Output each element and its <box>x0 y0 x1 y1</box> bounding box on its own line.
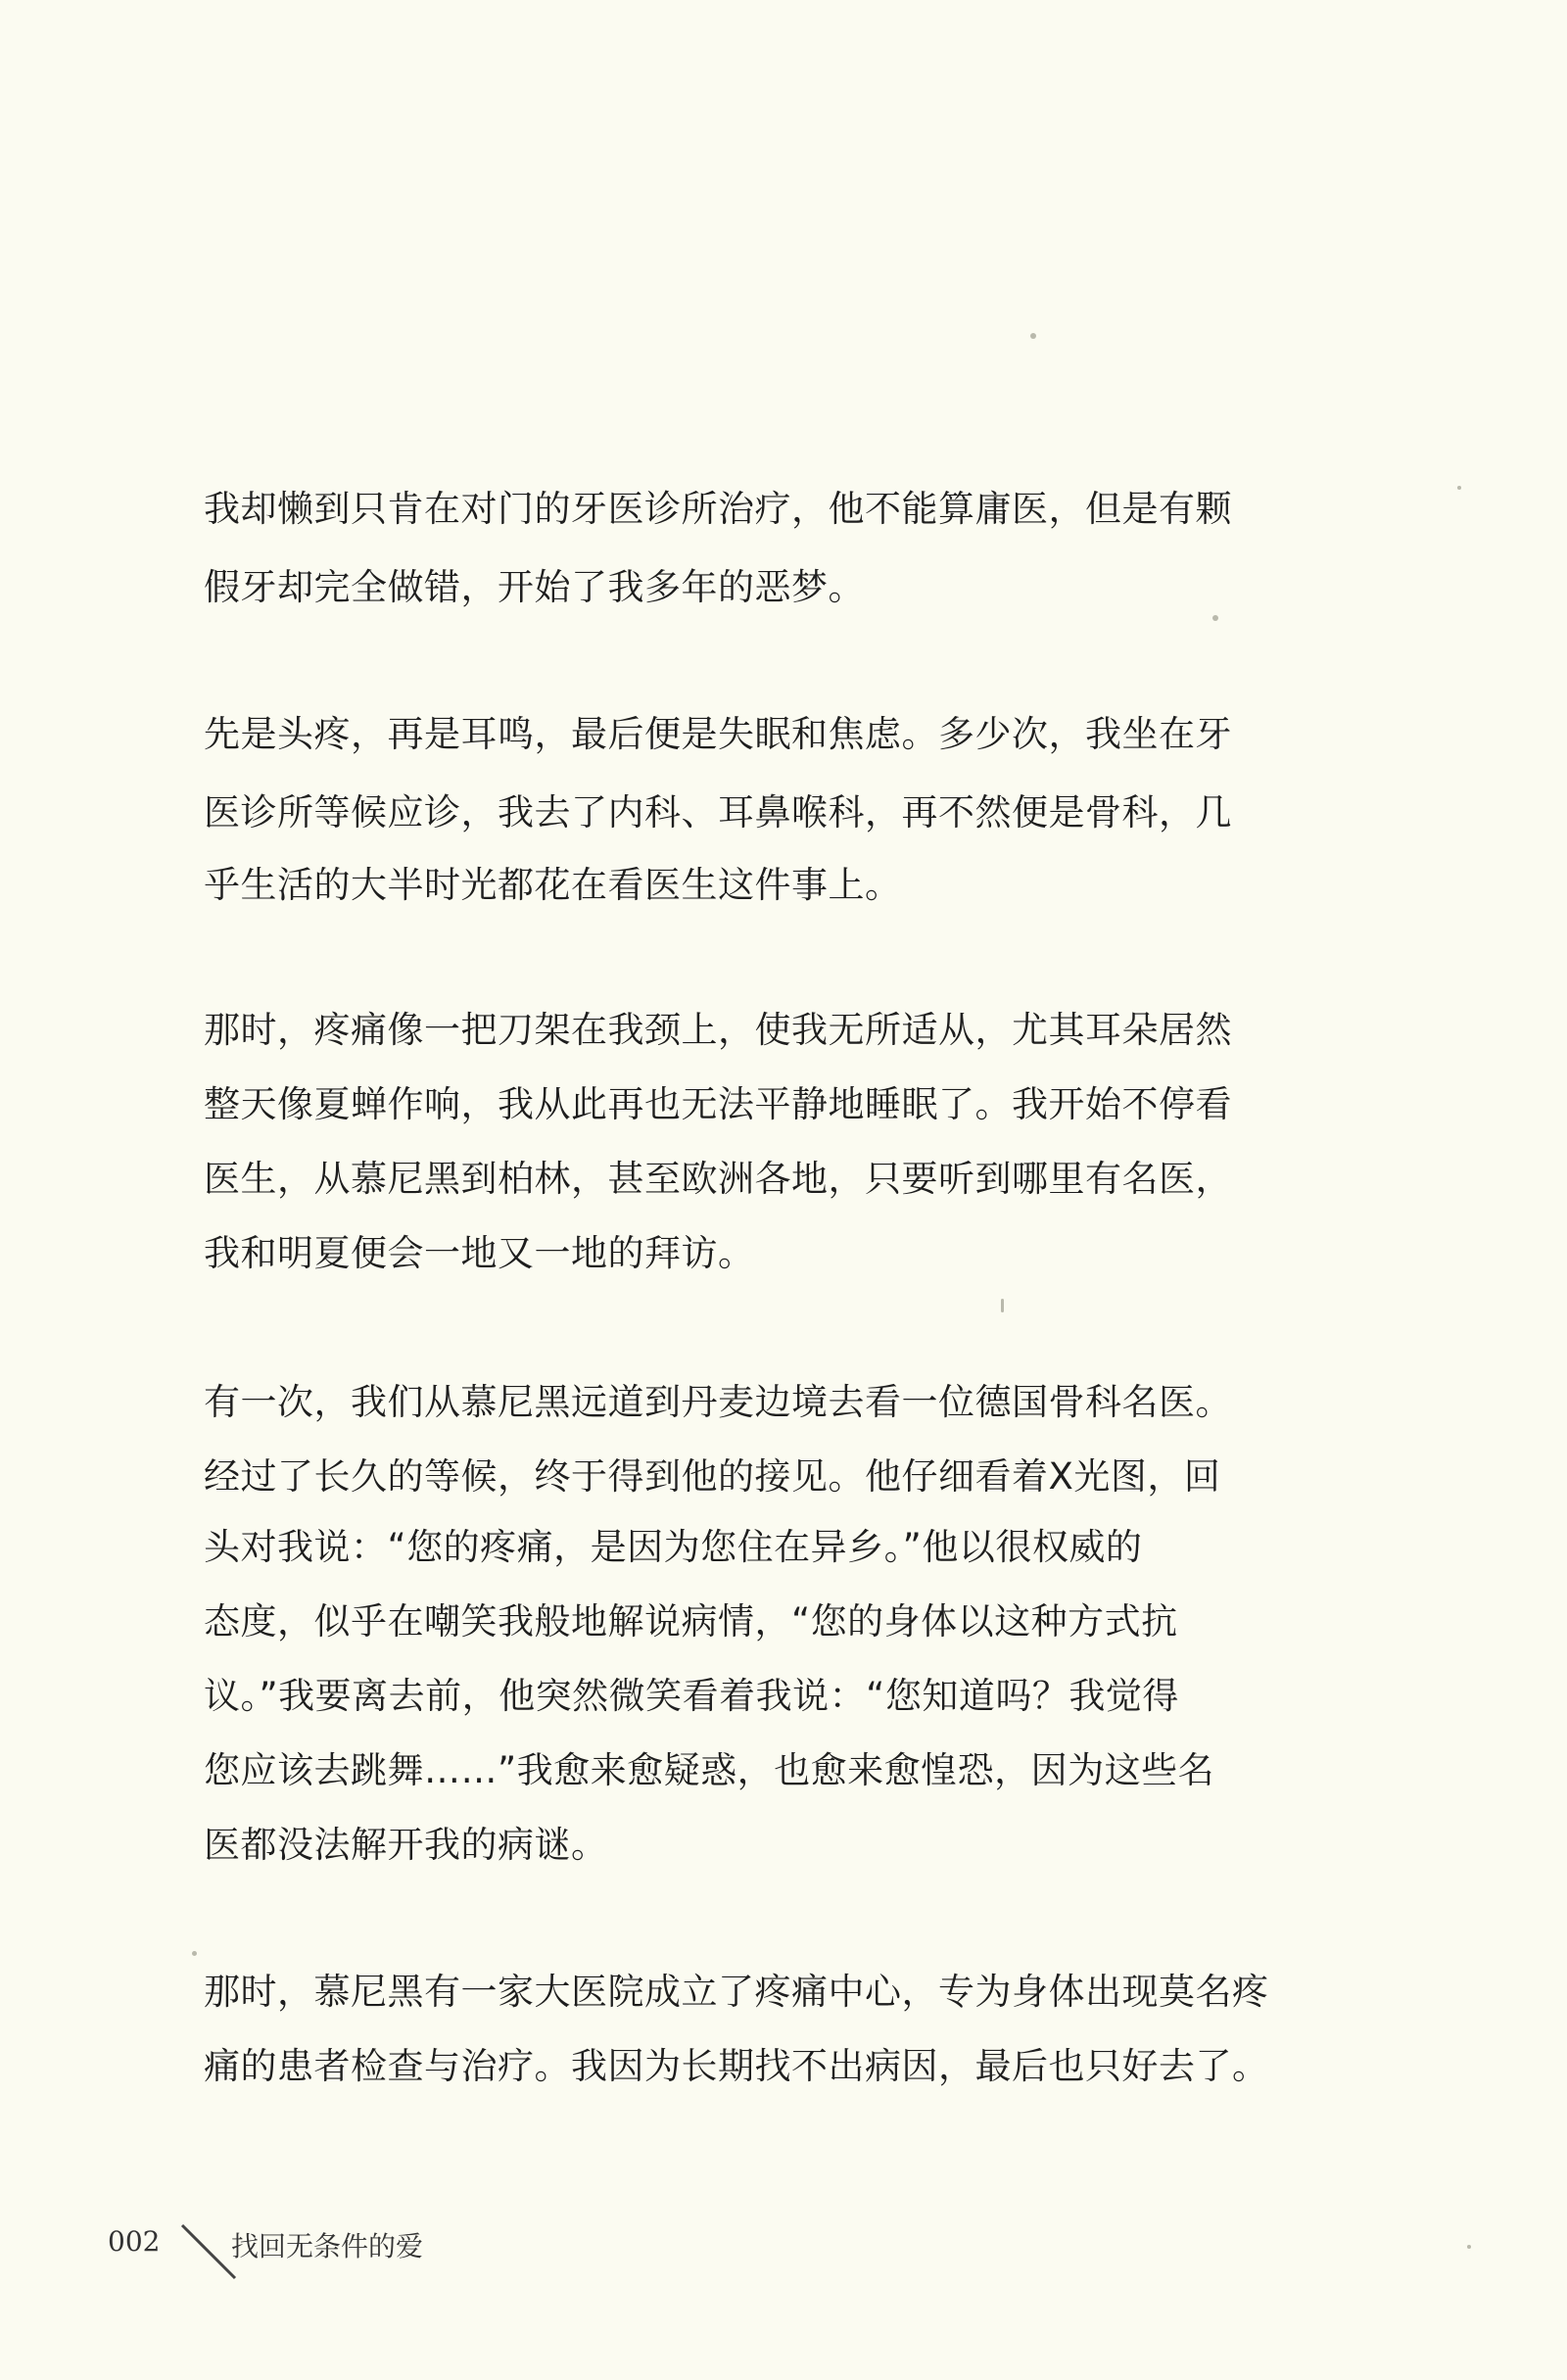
page-number: 002 <box>108 2225 161 2258</box>
text-line: 医诊所等候应诊，我去了内科、耳鼻喉科，再不然便是骨科，几 <box>204 791 1232 833</box>
running-title: 找回无条件的爱 <box>231 2230 424 2262</box>
text-line: 先是头疼，再是耳鸣，最后便是失眠和焦虑。多少次，我坐在牙 <box>204 713 1232 755</box>
scan-speck <box>192 1951 197 1956</box>
text-line: 我和明夏便会一地又一地的拜访。 <box>204 1232 755 1274</box>
text-line: 痛的患者检查与治疗。我因为长期找不出病因，最后也只好去了。 <box>204 2045 1269 2087</box>
text-line: 议。”我要离去前，他突然微笑看着我说：“您知道吗？我觉得 <box>204 1675 1179 1717</box>
text-line: 您应该去跳舞……”我愈来愈疑惑，也愈来愈惶恐，因为这些名 <box>204 1749 1215 1791</box>
text-line: 我却懒到只肯在对门的牙医诊所治疗，他不能算庸医，但是有颗 <box>204 488 1232 530</box>
scan-speck <box>1030 333 1036 339</box>
text-line: 那时，慕尼黑有一家大医院成立了疼痛中心，专为身体出现莫名疼 <box>204 1971 1269 2013</box>
text-line: 医生，从慕尼黑到柏林，甚至欧洲各地，只要听到哪里有名医， <box>204 1158 1232 1200</box>
text-line: 态度，似乎在嘲笑我般地解说病情，“您的身体以这种方式抗 <box>204 1600 1178 1642</box>
scan-speck <box>1457 486 1461 490</box>
scan-speck <box>1001 1299 1004 1312</box>
diagonal-rule-icon <box>178 2221 239 2282</box>
text-line: 有一次，我们从慕尼黑远道到丹麦边境去看一位德国骨科名医。 <box>204 1381 1232 1423</box>
scan-speck <box>1467 2245 1471 2249</box>
text-line: 假牙却完全做错，开始了我多年的恶梦。 <box>204 566 865 608</box>
text-line: 医都没法解开我的病谜。 <box>204 1824 608 1866</box>
page-footer <box>108 2221 519 2280</box>
scan-speck <box>1212 615 1218 621</box>
text-line: 那时，疼痛像一把刀架在我颈上，使我无所适从，尤其耳朵居然 <box>204 1009 1232 1051</box>
text-line: 整天像夏蝉作响，我从此再也无法平静地睡眠了。我开始不停看 <box>204 1083 1232 1125</box>
text-line: 头对我说：“您的疼痛，是因为您住在异乡。”他以很权威的 <box>204 1526 1143 1568</box>
text-line: 经过了长久的等候，终于得到他的接见。他仔细看着X光图，回 <box>204 1455 1221 1498</box>
text-line: 乎生活的大半时光都花在看医生这件事上。 <box>204 864 902 906</box>
